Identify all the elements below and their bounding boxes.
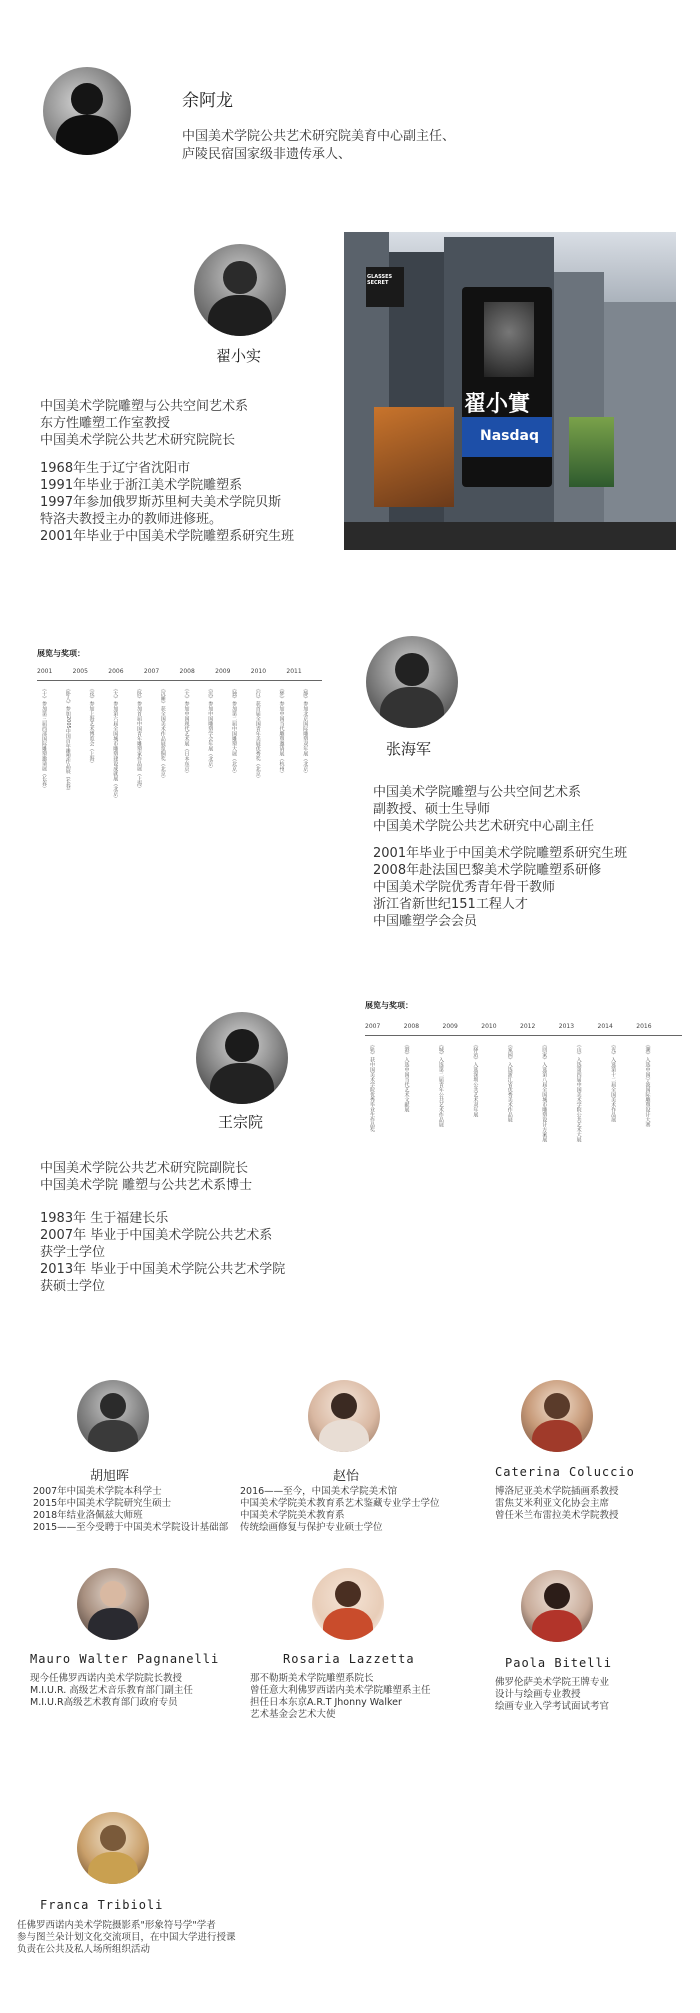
wang-award-year: 2013: [558, 1023, 575, 1030]
wang-bio-1: 1983年 生于福建长乐: [40, 1211, 169, 1226]
wang-award-year: 2009: [442, 1023, 458, 1030]
hu-line-4: 2015——至今受聘于中国美术学院设计基础部: [33, 1522, 229, 1533]
zhang-bio-4: 浙江省新世纪151工程人才: [373, 897, 528, 912]
wang-bio-2: 2007年 毕业于中国美术学院公共艺术系: [40, 1228, 273, 1243]
avatar-zhai: [194, 244, 286, 336]
zhang-awards-title: 展览与奖项：: [37, 649, 85, 658]
zhang-award-year: 2011: [286, 668, 302, 675]
mauro-line-1: 现今任佛罗西诺内美术学院院长教授: [30, 1673, 183, 1684]
zhai-bio-4: 特洛夫教授主办的教师进修班。: [40, 512, 223, 527]
hu-line-3: 2018年结业洛佩兹大师班: [33, 1510, 143, 1521]
wang-bio-3: 获学士学位: [40, 1245, 106, 1260]
zhang-award-entry: 《大》参加中国现代艺术展（日本东京）: [183, 686, 190, 776]
zhang-award-year: 2010: [250, 668, 267, 675]
left-screen: [374, 407, 454, 507]
zhang-award-entry: 《静》参加北京国际雕塑双年展（北京）: [302, 686, 309, 776]
zhai-bio-1: 1968年生于辽宁省沈阳市: [40, 461, 191, 476]
billboard-portrait: [484, 302, 534, 377]
name-yu: 余阿龙: [182, 91, 233, 111]
wang-awards-title: 展览与奖项：: [365, 1001, 413, 1010]
zhang-award-year: 2008: [179, 668, 195, 675]
wang-award-year: 2010: [481, 1023, 497, 1030]
zhai-title-2: 东方性雕塑工作室教授: [40, 416, 171, 431]
wang-title-1: 中国美术学院公共艺术研究院副院长: [40, 1161, 249, 1176]
zhao-line-2: 中国美术学院美术教育系艺术鉴藏专业学士学位: [240, 1498, 440, 1509]
wang-award-year: 2012: [520, 1023, 536, 1030]
wang-award-entry: 《潮》入选中国宁波国际雕塑设计大赛: [644, 1042, 651, 1127]
zhai-bio-5: 2001年毕业于中国美术学院雕塑系研究生班: [40, 529, 295, 544]
paola-line-1: 佛罗伦萨美术学院王牌专业: [495, 1677, 610, 1688]
zhang-award-year: 2007: [143, 668, 160, 675]
side-sign: [366, 267, 404, 307]
zhang-award-entry: 《卧人》参加2005中国百年雕塑作品展（长春）: [64, 686, 71, 794]
name-mauro: Mauro Walter Pagnanelli: [30, 1652, 220, 1666]
avatar-mauro: [77, 1568, 149, 1640]
zhao-line-1: 2016——至今，中国美术学院美术馆: [240, 1486, 398, 1497]
zhang-award-entry: 《沉》参加中国雕塑学会年展（北京）: [207, 686, 214, 771]
zhang-award-entry: 《夜》参加上海艺术博览会（上海）: [88, 686, 95, 766]
zhang-bio-1: 2001年毕业于中国美术学院雕塑系研究生班: [373, 846, 628, 861]
zhai-bio-3: 1997年参加俄罗斯苏里柯夫美术学院贝斯: [40, 495, 282, 510]
name-paola: Paola Bitelli: [505, 1656, 612, 1670]
mauro-line-2: M.I.U.R. 高级艺术音乐教育部门副主任: [30, 1685, 193, 1696]
wang-award-entry: 《港》入选中国当代艺术文献展: [403, 1042, 410, 1112]
paola-line-2: 设计与绘画专业教授: [495, 1689, 581, 1700]
billboard-name: 翟小實: [464, 392, 531, 417]
franca-line-1: 任佛罗西诺内美术学院摄影系"形象符号学"学者: [17, 1920, 216, 1931]
zhang-award-entry: 《十》参加第三届西部国际雕塑邀请展（长春）: [41, 686, 47, 791]
wang-bio-4: 2013年 毕业于中国美术学院公共艺术学院: [40, 1262, 286, 1277]
zhai-title-1: 中国美术学院雕塑与公共空间艺术系: [40, 399, 249, 414]
wang-title-2: 中国美术学院 雕塑与公共艺术系博士: [40, 1178, 253, 1193]
franca-line-2: 参与图兰朵计划文化交流项目，在中国大学进行授课: [17, 1932, 236, 1943]
name-zhao: 赵怡: [333, 1469, 360, 1484]
zhai-bio-2: 1991年毕业于浙江美术学院雕塑系: [40, 478, 243, 493]
avatar-zhao: [308, 1380, 380, 1452]
hu-line-2: 2015年中国美术学院研究生硕士: [33, 1498, 172, 1509]
zhang-bio-2: 2008年赴法国巴黎美术学院雕塑系研修: [373, 863, 602, 878]
zhang-award-entry: 《大》参加第六届全国城市雕塑建设成就展（北京）: [112, 686, 119, 801]
wang-award-entry: 《家园》入选浙江省优秀美术作品展: [506, 1042, 513, 1122]
paola-line-3: 绘画专业入学考试面试考官: [495, 1701, 610, 1712]
rosaria-line-3: 担任日本东京A.R.T Jhonny Walker: [250, 1697, 402, 1708]
side-sign-text: GLASSES SECRET: [367, 274, 393, 286]
caterina-line-1: 博洛尼亚美术学院插画系教授: [495, 1486, 619, 1497]
zhang-award-year: 2005: [72, 668, 88, 675]
yu-line-2: 庐陵民宿国家级非遗传承人、: [182, 147, 352, 162]
zhang-award-year: 2006: [108, 668, 124, 675]
mauro-line-3: M.I.U.R高级艺术教育部门政府专员: [30, 1697, 178, 1708]
zhang-title-3: 中国美术学院公共艺术研究中心副主任: [373, 819, 595, 834]
wang-award-year: 2008: [403, 1023, 420, 1030]
zhang-bio-5: 中国雕塑学会会员: [373, 914, 478, 929]
avatar-wang: [196, 1012, 288, 1104]
zhang-award-entry: 《卧》参加首届中国青年雕塑家作品展（上海）: [136, 686, 142, 791]
name-wang: 王宗院: [218, 1113, 264, 1131]
zhang-award-entry: 《独》参加第二届中国雕塑大展（北京）: [231, 686, 237, 776]
nasdaq-logo: Nasdaq: [480, 428, 539, 444]
avatar-rosaria: [312, 1568, 384, 1640]
hu-line-1: 2007年中国美术学院本科学士: [33, 1486, 162, 1497]
zhao-line-3: 中国美术学院美术教育系: [240, 1510, 345, 1521]
name-zhai: 翟小实: [216, 347, 262, 365]
avatar-hu: [77, 1380, 149, 1452]
avatar-zhang: [366, 636, 458, 728]
avatar-paola: [521, 1570, 593, 1642]
avatar-franca: [77, 1812, 149, 1884]
zhai-title-3: 中国美术学院公共艺术研究院院长: [40, 433, 236, 448]
wang-award-entry: 《轨》获中国美术学院优秀毕业生作品奖: [369, 1042, 375, 1132]
zhang-bio-3: 中国美术学院优秀青年骨干教师: [373, 880, 556, 895]
zhang-award-entry: 《行》获首届全国青年美展优秀奖（北京）: [254, 686, 261, 781]
name-hu: 胡旭晖: [90, 1469, 130, 1484]
rosaria-line-4: 艺术基金会艺术大使: [250, 1709, 336, 1720]
wang-bio-5: 获硕士学位: [40, 1279, 106, 1294]
caterina-line-3: 曾任米兰布雷拉美术学院教授: [495, 1510, 619, 1521]
zhang-award-entry: 《沉睡》获全国美术作品展览铜奖（北京）: [159, 686, 166, 781]
name-rosaria: Rosaria Lazzetta: [283, 1652, 415, 1666]
wang-award-entry: 《山》入选第四届中国美术学院公共艺术大展: [575, 1042, 582, 1142]
street: [344, 522, 676, 550]
avatar-yu: [43, 67, 131, 155]
caterina-line-2: 雷焦艾米利亚文化协会主席: [495, 1498, 610, 1509]
wang-award-year: 2007: [365, 1023, 381, 1030]
name-franca: Franca Tribioli: [40, 1898, 164, 1912]
wang-award-entry: 《回家》入选第八届全国城市雕塑设计方案展: [541, 1042, 548, 1142]
rosaria-line-2: 曾任意大利佛罗西诺内美术学院雕塑系主任: [250, 1685, 431, 1696]
zhang-award-year: 2001: [37, 668, 53, 675]
wang-award-year: 2014: [597, 1023, 613, 1030]
zhang-title-1: 中国美术学院雕塑与公共空间艺术系: [373, 785, 582, 800]
wang-award-year: 2016: [636, 1023, 652, 1030]
zhang-title-2: 副教授、硕士生导师: [373, 802, 491, 817]
wang-award-entry: 《光》入选第十二届全国美术作品展: [610, 1042, 617, 1122]
rosaria-line-1: 那不勒斯美术学院雕塑系院长: [250, 1673, 374, 1684]
zhang-award-year: 2009: [215, 668, 231, 675]
wang-award-entry: 《城》入选第二届青年公共艺术作品展: [437, 1042, 444, 1127]
name-caterina: Caterina Coluccio: [495, 1465, 635, 1479]
times-square-photo: [344, 232, 676, 550]
zhang-awards-rule: [37, 680, 322, 681]
right-screen: [569, 417, 614, 487]
franca-line-3: 负责在公共及私人场所组织活动: [17, 1944, 151, 1955]
wang-awards-rule: [365, 1035, 682, 1036]
name-zhang: 张海军: [386, 740, 432, 758]
wang-award-entry: 《驿站》入选深圳公共艺术双年展: [472, 1042, 479, 1117]
avatar-caterina: [521, 1380, 593, 1452]
zhang-award-entry: 《梦》参加中国当代雕塑邀请展（杭州）: [278, 686, 285, 776]
zhao-line-4: 传统绘画修复与保护专业硕士学位: [240, 1522, 383, 1533]
yu-line-1: 中国美术学院公共艺术研究院美育中心副主任、: [182, 129, 456, 144]
